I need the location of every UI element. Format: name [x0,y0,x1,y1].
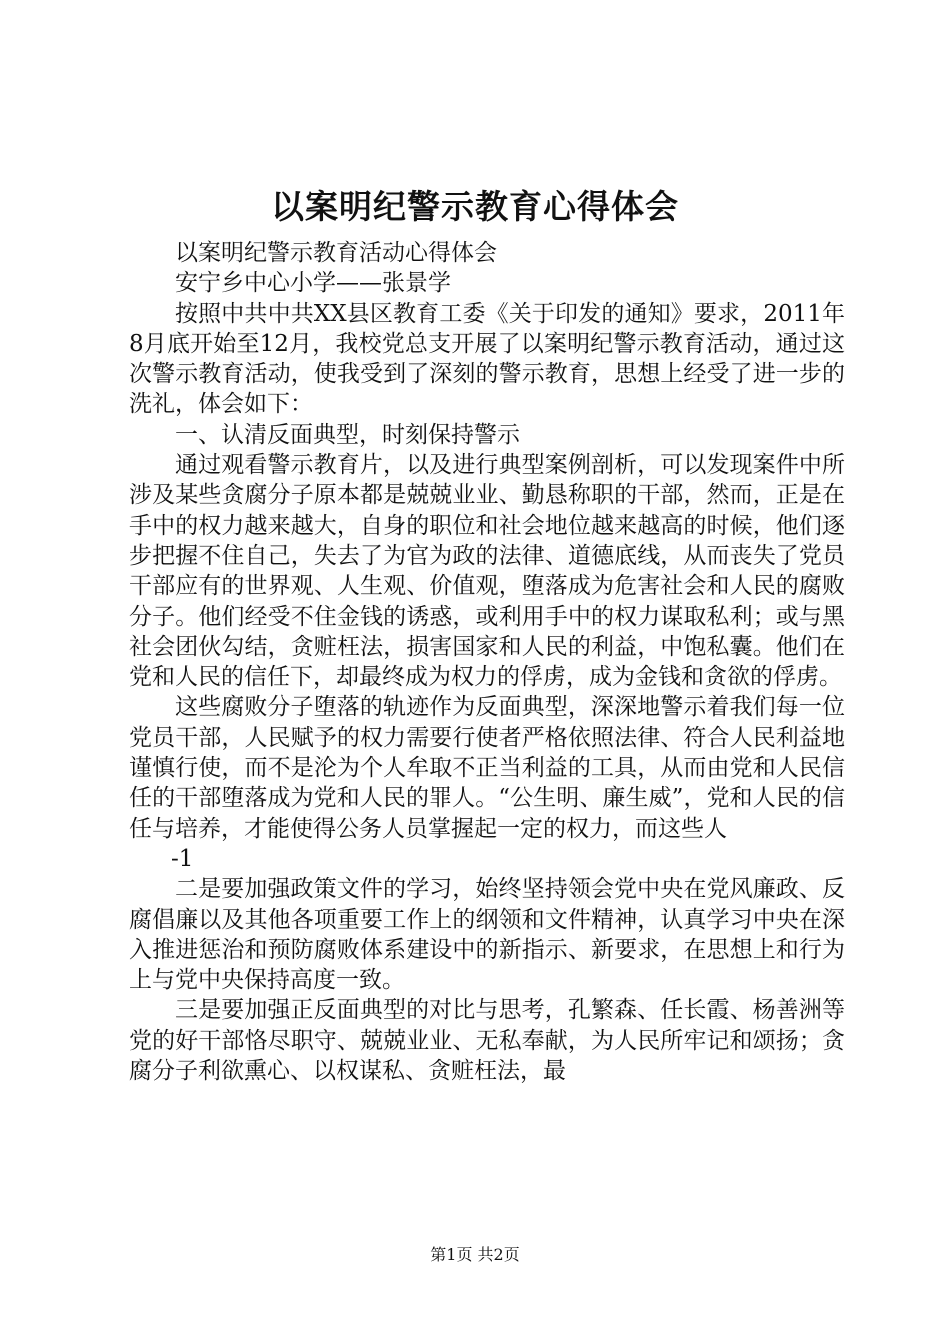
subtitle-paragraph: 以案明纪警示教育活动心得体会 [175,240,497,266]
author-line: 安宁乡中心小学——张景学 [175,270,451,297]
body-paragraph: 二是要加强政策文件的学习，始终坚持领会党中央在党风廉政、反腐倡廉以及其他各项重要工作上的纲领和文件精神，认真学习中央在深入推进惩治和预防腐败体系建设中的新指示、新要求，在思想上和行为上与党中央保持高度一致。 [129,876,845,994]
document-title: 以案明纪警示教育心得体会 [271,187,679,226]
intro-paragraph: 按照中共中共XX县区教育工委《关于印发的通知》要求，2011年8月底开始至12月，我校党总支开展了以案明纪警示教育活动，通过这次警示教育活动，使我受到了深刻的警示教育，思想上经受了进一步的洗礼，体会如下： [129,300,846,418]
document-body [129,238,845,1086]
body-paragraph: 通过观看警示教育片，以及进行典型案例剖析，可以发现案件中所涉及某些贪腐分子原本都是兢兢业业、勤恳称职的干部，然而，正是在手中的权力越来越大，自身的职位和社会地位越来越高的时候，他们逐步把握不住自己，失去了为官为政的法律、道德底线，从而丧失了党员干部应有的世界观、人生观、价值观，堕落成为危害社会和人民的腐败分子。他们经受不住金钱的诱惑，或利用手中的权力谋取私利；或与黑社会团伙勾结，贪赃枉法，损害国家和人民的利益，中饱私囊。他们在党和人民的信任下，却最终成为权力的俘虏，成为金钱和贪欲的俘虏。 [129,452,845,691]
section-heading: 一、认清反面典型，时刻保持警示 [175,421,520,448]
inline-page-marker: -1 [171,845,194,872]
page-footer: 第1页 共2页 [430,1245,520,1264]
body-paragraph: 三是要加强正反面典型的对比与思考，孔繁森、任长霞、杨善洲等党的好干部恪尽职守、兢兢业业、无私奉献，为人民所牢记和颂扬；贪腐分子利欲熏心、以权谋私、贪赃枉法，最 [129,997,845,1085]
body-paragraph: 这些腐败分子堕落的轨迹作为反面典型，深深地警示着我们每一位党员干部，人民赋予的权力需要行使者严格依照法律、符合人民利益地谨慎行使，而不是沦为个人牟取不正当利益的工具，从而由党和人民信任的干部堕落成为党和人民的罪人。“公生明、廉生威”，党和人民的信任与培养，才能使得公务人员掌握起一定的权力，而这些人 [129,694,845,842]
